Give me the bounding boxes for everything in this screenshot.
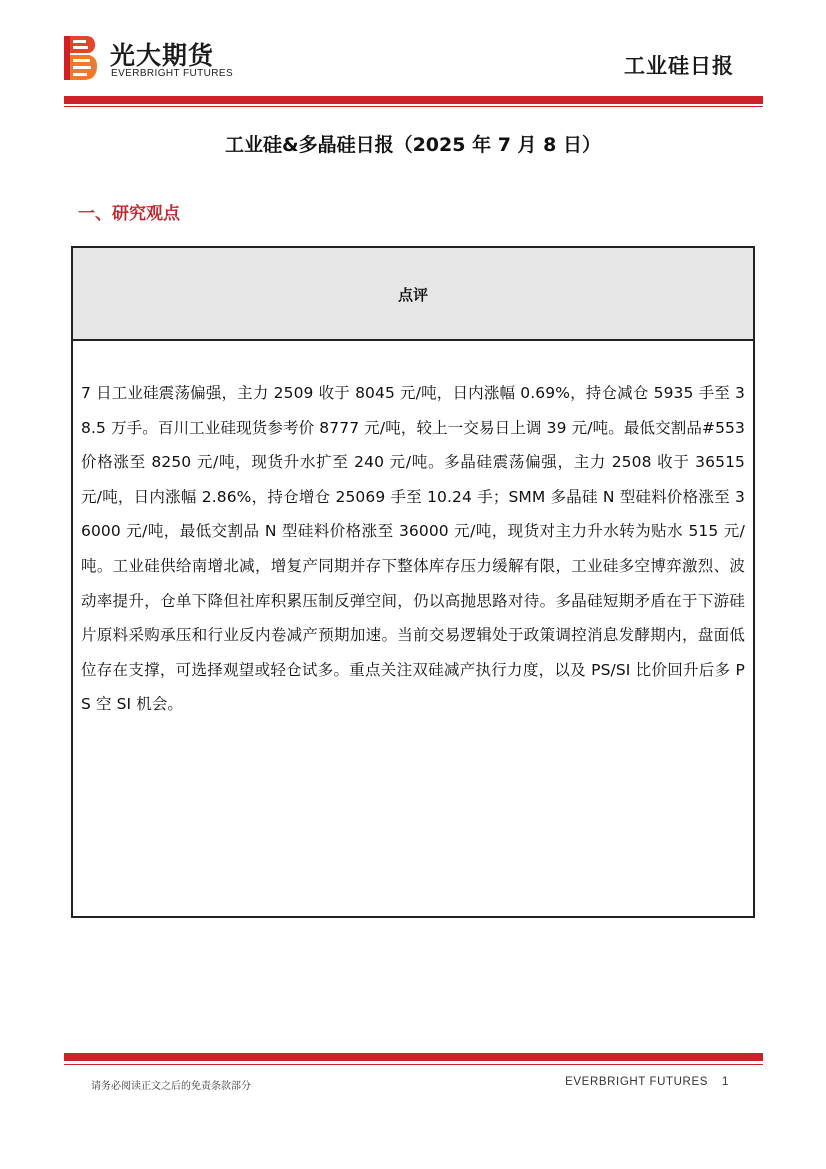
commentary-table: [71, 246, 755, 918]
footer-divider-thin: [64, 1064, 763, 1065]
report-name: 工业硅日报: [624, 54, 734, 78]
commentary-text: 7 日工业硅震荡偏强，主力 2509 收于 8045 元/吨，日内涨幅 0.69%，持仓减仓 5935 手至 38.5 万手。百川工业硅现货参考价 8777 元/吨，较上一交易日上调 39 元/吨。最低交割品#553 价格涨至 8250 元/吨，现货升水扩至 240 元/吨。多晶硅震荡偏强，主力 2508 收于 36515 元/吨，日内涨幅 2.86%，持仓增仓 25069 手至 10.24 手；SMM 多晶硅 N 型硅料价格涨至 36000 元/吨，最低交割品 N 型硅料价格涨至 36000 元/吨，现货对主力升水转为贴水 515 元/吨。工业硅供给南增北减，增复产同期并存下整体库存压力缓解有限，工业硅多空博弈激烈、波动率提升，仓单下降但社库积累压制反弹空间，仍以高抛思路对待。多晶硅短期矛盾在于下游硅片原料采购承压和行业反内卷减产预期加速。当前交易逻辑处于政策调控消息发酵期内，盘面低位存在支撑，可选择观望或轻仓试多。重点关注双硅减产执行力度，以及 PS/SI 比价回升后多 PS 空 SI 机会。: [81, 384, 745, 714]
company-logo: [64, 36, 264, 82]
page-number: 1: [722, 1076, 729, 1088]
section-heading: 一、研究观点: [78, 204, 180, 224]
logo-chinese-name: 光大期货: [110, 41, 215, 70]
commentary-table-header: [73, 248, 753, 341]
footer-brand: EVERBRIGHT FUTURES: [565, 1076, 708, 1088]
header-divider: [64, 96, 763, 104]
footer-divider: [64, 1053, 763, 1061]
everbright-logo-icon: [64, 36, 98, 80]
logo-english-name: EVERBRIGHT FUTURES: [111, 68, 234, 79]
header-divider-thin: [64, 106, 763, 107]
commentary-header-label: 点评: [397, 286, 428, 304]
disclaimer-note: 请务必阅读正文之后的免责条款部分: [91, 1081, 251, 1092]
document-title: 工业硅&多晶硅日报（2025 年 7 月 8 日）: [225, 134, 601, 156]
